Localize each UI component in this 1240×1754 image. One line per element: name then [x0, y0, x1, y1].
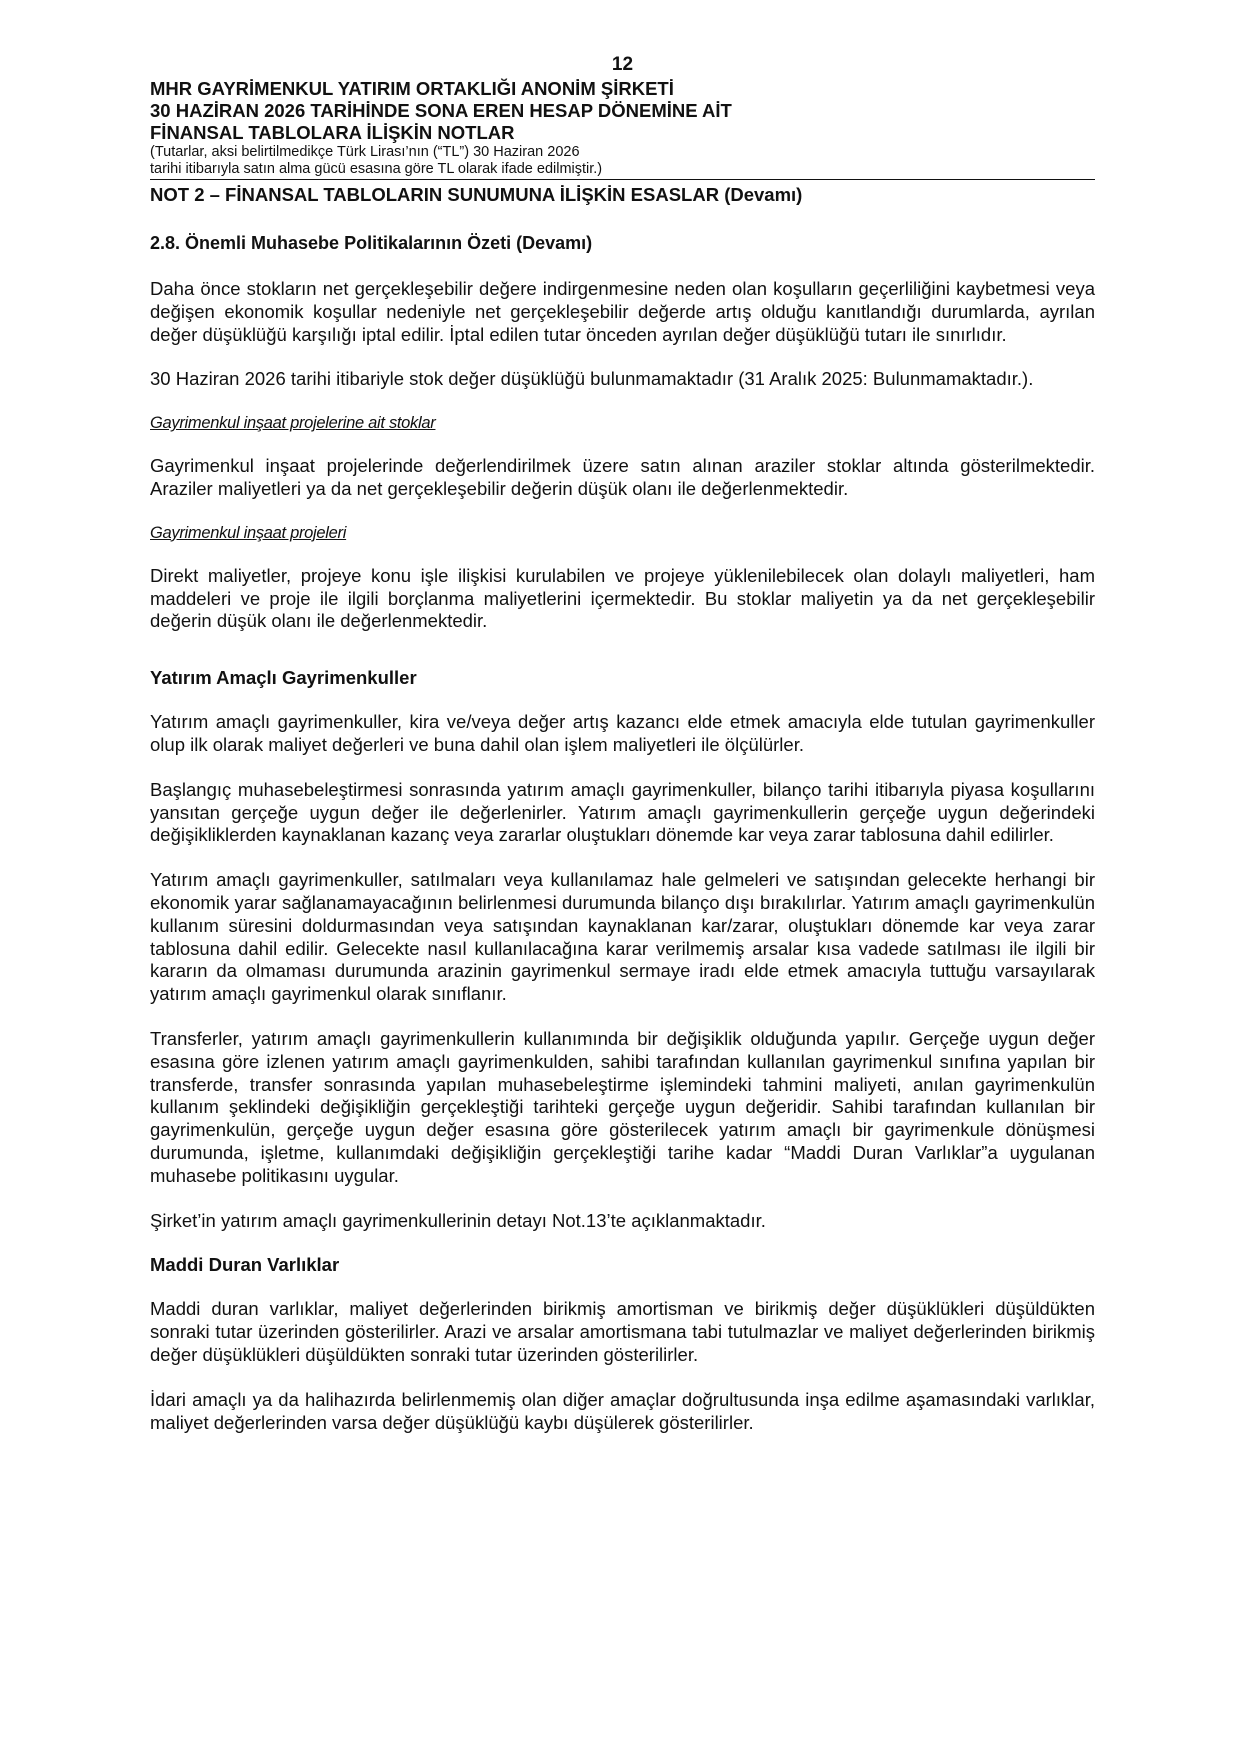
- subheading-project-stocks: Gayrimenkul inşaat projelerine ait stoklar: [150, 414, 436, 433]
- paragraph-impairment-reversal: Daha önce stokların net gerçekleşebilir değere indirgenmesine neden olan koşulların geçerliliğini kaybetmesi veya değişen ekonomik koşullar nedeniyle net gerçekleşebilir değerde artış olduğu kanıtlandığı durumlarda, ayrılan değer düşüklüğü karşılığı iptal edilir. İptal edilen tutar önceden ayrılan değer düşüklüğü tutarı ile sınırlıdır.: [150, 278, 1095, 345]
- paragraph-investment-property-measurement: Başlangıç muhasebeleştirmesi sonrasında yatırım amaçlı gayrimenkuller, bilanço tarihi itibarıyla piyasa koşullarını yansıtan gerçeğe uygun değer ile değerlenirler. Yatırım amaçlı gayrimenkullerin gerçeğe uygun değerindeki değişikliklerden kaynaklanan kazanç veya zararlar oluştukları dönemde kar veya zarar tablosuna dahil edilirler.: [150, 778, 1095, 846]
- paragraph-investment-property-transfers: Transferler, yatırım amaçlı gayrimenkullerin kullanımında bir değişiklik olduğunda yapılır. Gerçeğe uygun değer esasına göre izlenen yatırım amaçlı gayrimenkulden, sahibi tarafından kullanılan gayrimenkul sınıfına yapılan bir transferde, transfer sonrasında yapılan muhasebeleştirme işlemindeki tahmini maliyeti, anılan gayrimenkulün kullanım şeklindeki değişikliğin gerçekleştiği tarihteki gerçeğe uygun değeridir. Sahibi tarafından kullanılan bir gayrimenkulün, gerçeğe uygun değer esasına göre gösterilecek yatırım amaçlı bir gayrimenkule dönüşmesi durumunda, işletme, kullanımdaki değişikliğin gerçekleştiği tarihe kadar “Maddi Duran Varlıklar”a uygulanan muhasebe politikasını uygular.: [150, 1027, 1095, 1186]
- period-title: 30 HAZİRAN 2026 TARİHİNDE SONA EREN HESAP DÖNEMİNE AİT: [150, 100, 732, 121]
- header-divider: [150, 179, 1095, 180]
- document-page: [150, 54, 1095, 1456]
- document-header: [150, 78, 1095, 178]
- paragraph-investment-property-definition: Yatırım amaçlı gayrimenkuller, kira ve/veya değer artış kazancı elde etmek amacıyla elde tutulan gayrimenkuller olup ilk olarak maliyet değerleri ve buna dahil olan işlem maliyetleri ile ölçülürler.: [150, 711, 1095, 755]
- subheading-investment-property: Yatırım Amaçlı Gayrimenkuller: [150, 667, 417, 689]
- subheading-construction-projects: Gayrimenkul inşaat projeleri: [150, 523, 347, 542]
- paragraph-stock-impairment: 30 Haziran 2026 tarihi itibariyle stok değer düşüklüğü bulunmamaktadır (31 Aralık 2025: Bulunmamaktadır.).: [150, 368, 1034, 390]
- section-title: 2.8. Önemli Muhasebe Politikalarının Özeti (Devamı): [150, 233, 593, 253]
- paragraph-assets-under-construction: İdari amaçlı ya da halihazırda belirlenmemiş olan diğer amaçlar doğrultusunda inşa edilme aşamasındaki varlıklar, maliyet değerlerinden varsa değer düşüklüğü kaybı düşülerek gösterilirler.: [150, 1388, 1095, 1433]
- paragraph-direct-costs: Direkt maliyetler, projeye konu işle ilişkisi kurulabilen ve projeye yüklenilebilecek olan dolaylı maliyetleri, ham maddeleri ve proje ile ilgili borçlanma maliyetlerini içermektedir. Bu stoklar maliyetin ya da net gerçekleşebilir değerin düşük olanı ile değerlenmektedir.: [150, 564, 1095, 632]
- paragraph-tangible-assets: Maddi duran varlıklar, maliyet değerlerinden birikmiş amortisman ve birikmiş değer düşüklükleri düşüldükten sonraki tutar üzerinden gösterilirler. Arazi ve arsalar amortismana tabi tutulmazlar ve maliyet değerlerinden birikmiş değer düşüklükleri düşüldükten sonraki tutar üzerinden gösterilirler.: [150, 1298, 1095, 1365]
- company-name: MHR GAYRİMENKUL YATIRIM ORTAKLIĞI ANONİM ŞİRKETİ: [150, 78, 674, 99]
- paragraph-investment-property-derecognition: Yatırım amaçlı gayrimenkuller, satılmaları veya kullanılamaz hale gelmeleri ve satışından gelecekte herhangi bir ekonomik yarar sağlanamayacağının belirlenmesi durumunda bilanço dışı bırakılırlar. Yatırım amaçlı gayrimenkulün kullanım süresini doldurmasından veya satışından kaynaklanan kar/zarar, oluştukları dönemde kar veya zarar tablosuna dahil edilir. Gelecekte nasıl kullanılacağına karar verilmemiş arsalar kısa vadede satılması ile ilgili bir kararın da olmaması durumunda arazinin gayrimenkul sermaye iradı elde etmek amacıyla tuttuğu varsayılarak yatırım amaçlı gayrimenkul olarak sınıflanır.: [150, 869, 1095, 1005]
- notes-title: FİNANSAL TABLOLARA İLİŞKİN NOTLAR: [150, 122, 515, 143]
- paragraph-note-reference: Şirket’in yatırım amaçlı gayrimenkullerinin detayı Not.13’te açıklanmaktadır.: [150, 1209, 766, 1231]
- currency-note-line-1: (Tutarlar, aksi belirtilmedikçe Türk Lirası’nın (“TL”) 30 Haziran 2026: [150, 144, 580, 160]
- page-number: 12: [611, 54, 634, 75]
- paragraph-land-stocks: Gayrimenkul inşaat projelerinde değerlendirilmek üzere satın alınan araziler stoklar altında gösterilmektedir. Araziler maliyetleri ya da net gerçekleşebilir değerin düşük olanı ile değerlenmektedir.: [150, 455, 1095, 499]
- subheading-tangible-assets: Maddi Duran Varlıklar: [150, 1254, 340, 1276]
- currency-note-line-2: tarihi itibarıyla satın alma gücü esasına göre TL olarak ifade edilmiştir.): [150, 161, 603, 177]
- note-title: NOT 2 – FİNANSAL TABLOLARIN SUNUMUNA İLİŞKİN ESASLAR (Devamı): [150, 184, 803, 205]
